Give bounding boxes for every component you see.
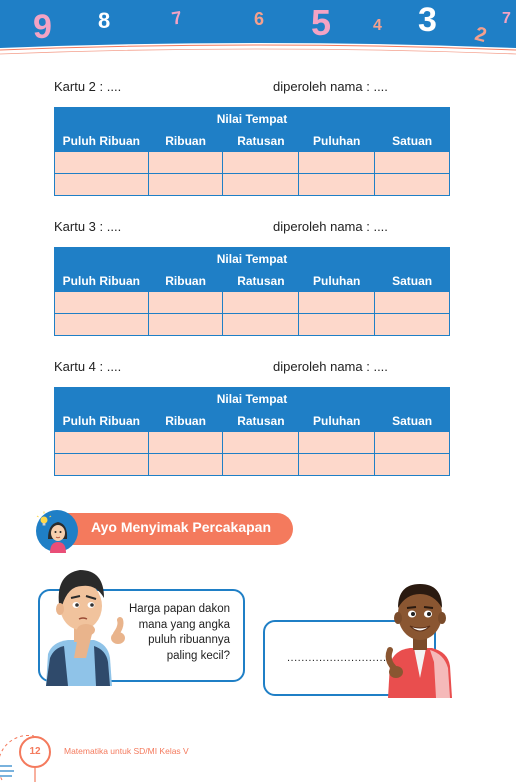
column-header: Ribuan (148, 410, 223, 432)
table-cell[interactable] (223, 292, 299, 314)
header-digit: 8 (98, 8, 111, 33)
table-cell[interactable] (299, 454, 375, 476)
header-digit: 6 (254, 9, 265, 29)
table-cell[interactable] (375, 152, 450, 174)
table-cell[interactable] (148, 454, 223, 476)
table-cell[interactable] (299, 174, 375, 196)
table-cell[interactable] (148, 292, 223, 314)
header-digit: 2 (472, 22, 489, 48)
book-title: Matematika untuk SD/MI Kelas V (64, 746, 189, 756)
table-row (55, 174, 450, 196)
header-digit: 3 (418, 1, 437, 39)
table-row (55, 314, 450, 336)
section-title: Ayo Menyimak Percakapan (91, 519, 272, 535)
name-label: diperoleh nama : .... (273, 79, 388, 94)
header-digit: 5 (311, 2, 332, 43)
speech-line: paling kecil? (166, 649, 230, 662)
column-header: Ratusan (223, 130, 299, 152)
table-row (55, 432, 450, 454)
card-label: Kartu 2 : .... (54, 79, 122, 94)
table-cell[interactable] (148, 432, 223, 454)
table-cell[interactable] (223, 174, 299, 196)
column-header: Ratusan (223, 410, 299, 432)
table-row (55, 454, 450, 476)
table-row (55, 292, 450, 314)
table-cell[interactable] (299, 314, 375, 336)
column-header: Ratusan (223, 270, 299, 292)
table-cell[interactable] (223, 314, 299, 336)
column-header: Puluhan (299, 130, 375, 152)
table-cell[interactable] (55, 292, 149, 314)
girl-lightbulb-icon (35, 509, 79, 553)
table-cell[interactable] (375, 454, 450, 476)
card-label: Kartu 3 : .... (54, 219, 122, 234)
table-cell[interactable] (299, 292, 375, 314)
table-cell[interactable] (223, 152, 299, 174)
table-title: Nilai Tempat (55, 248, 450, 270)
column-header: Puluh Ribuan (55, 410, 149, 432)
header-digit: 9 (33, 8, 52, 46)
speech-line: puluh ribuannya (148, 634, 230, 646)
speech-line: mana yang angka (138, 618, 230, 631)
table-cell[interactable] (375, 174, 450, 196)
column-header: Satuan (375, 270, 450, 292)
header-digit: 4 (373, 17, 382, 34)
table-cell[interactable] (55, 314, 149, 336)
place-value-table (54, 247, 450, 336)
column-header: Ribuan (148, 270, 223, 292)
table-cell[interactable] (55, 432, 149, 454)
name-label: diperoleh nama : .... (273, 359, 388, 374)
header-digit: 7 (170, 7, 184, 29)
table-title: Nilai Tempat (55, 388, 450, 410)
table-cell[interactable] (299, 432, 375, 454)
column-header: Puluhan (299, 270, 375, 292)
smiling-boy-illustration (384, 578, 456, 698)
table-cell[interactable] (299, 152, 375, 174)
place-value-table (54, 107, 450, 196)
answer-blank[interactable]: ............................ (287, 652, 387, 664)
table-cell[interactable] (55, 454, 149, 476)
table-cell[interactable] (223, 454, 299, 476)
name-label: diperoleh nama : .... (273, 219, 388, 234)
table-cell[interactable] (375, 292, 450, 314)
table-cell[interactable] (223, 432, 299, 454)
table-cell[interactable] (55, 152, 149, 174)
card-label: Kartu 4 : .... (54, 359, 122, 374)
table-cell[interactable] (375, 314, 450, 336)
speech-line: Harga papan dakon (128, 603, 230, 615)
table-cell[interactable] (375, 432, 450, 454)
table-cell[interactable] (148, 174, 223, 196)
table-title: Nilai Tempat (55, 108, 450, 130)
column-header: Puluhan (299, 410, 375, 432)
page-header (0, 0, 516, 62)
column-header: Satuan (375, 130, 450, 152)
place-value-table (54, 387, 450, 476)
column-header: Puluh Ribuan (55, 130, 149, 152)
column-header: Puluh Ribuan (55, 270, 149, 292)
column-header: Satuan (375, 410, 450, 432)
column-header: Ribuan (148, 130, 223, 152)
table-cell[interactable] (148, 152, 223, 174)
header-digit: 7 (502, 10, 511, 27)
page-number: 12 (19, 736, 51, 768)
table-cell[interactable] (55, 174, 149, 196)
thinking-boy-illustration (38, 562, 130, 686)
table-cell[interactable] (148, 314, 223, 336)
table-row (55, 152, 450, 174)
